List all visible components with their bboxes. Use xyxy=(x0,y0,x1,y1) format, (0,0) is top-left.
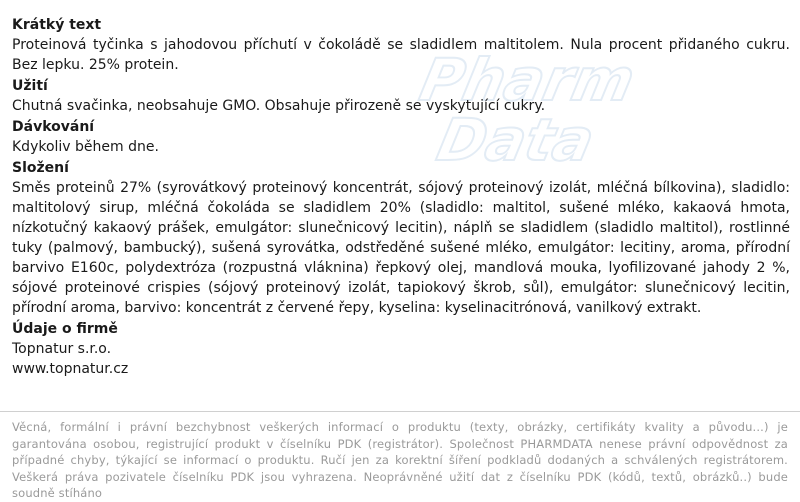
short-text-heading: Krátký text xyxy=(12,17,102,33)
composition-body: Směs proteinů 27% (syrovátkový proteinový koncentrát, sójový proteinový izolát, mléčná bílkovina), sladidlo: maltitolový sirup, mléčná čokoláda se sladidlem 20% (sladidlo: maltitol, sušené mléko, kakaová hmota, nízkotučný kakaový prášek, emulgátor: slunečnicový lecitin), náplň se sladidlem (sladidlo maltitol), rostlinné tuky (palmový, bambucký), sušená syrovátka, odstředěné sušené mléko, emulgátor: lecitiny, aroma, přírodní barvivo E160c, polydextróza (rozpustná vláknina) řepkový olej, mandlová mouka, lyofilizované jahody 2 %, sójové proteinové crispies (sójový proteinový izolát, tapiokový škrob, sůl), emulgátor: slunečnicový lecitin, přírodní aroma, barvivo: koncentrát z červené řepy, kyselina: kyselinacitrónová, vanilkový extrakt. xyxy=(12,180,790,316)
short-text-body: Proteinová tyčinka s jahodovou příchutí v čokoládě se sladidlem maltitolem. Nula procent přidaného cukru. Bez lepku. 25% protein. xyxy=(12,37,790,73)
company-name: Topnatur s.r.o. xyxy=(12,341,112,357)
dosage-body: Kdykoliv během dne. xyxy=(12,139,159,155)
usage-heading: Užití xyxy=(12,78,48,94)
legal-disclaimer: Věcná, formální i právní bezchybnost veškerých informací o produktu (texty, obrázky, certifikáty kvality a původu...) je garantována osobou, registrující produkt v číselníku PDK (registrátor). Společnost PHARMDATA nenese právní odpovědnost za případné chyby, týkající se informací o produktu. Ručí jen za korektní šíření podkladů dodaných a schválených registrátorem. Veškerá práva pozivatele číselníku PDK jsou vyhrazena. Neoprávněné užití dat z číselníku PDK (kódů, textů, obrázků..) bude soudně stíháno xyxy=(12,420,788,500)
usage-body: Chutná svačinka, neobsahuje GMO. Obsahuje přirozeně se vyskytující cukry. xyxy=(12,98,546,114)
svg-text:Data: Data xyxy=(431,106,600,170)
footer-divider xyxy=(0,411,800,412)
product-info xyxy=(12,16,790,379)
company-website: www.topnatur.cz xyxy=(12,361,129,377)
dosage-heading: Dávkování xyxy=(12,119,95,135)
composition-heading: Složení xyxy=(12,160,69,176)
company-heading: Údaje o firmě xyxy=(12,321,118,337)
svg-text:Pharm: Pharm xyxy=(414,46,641,114)
